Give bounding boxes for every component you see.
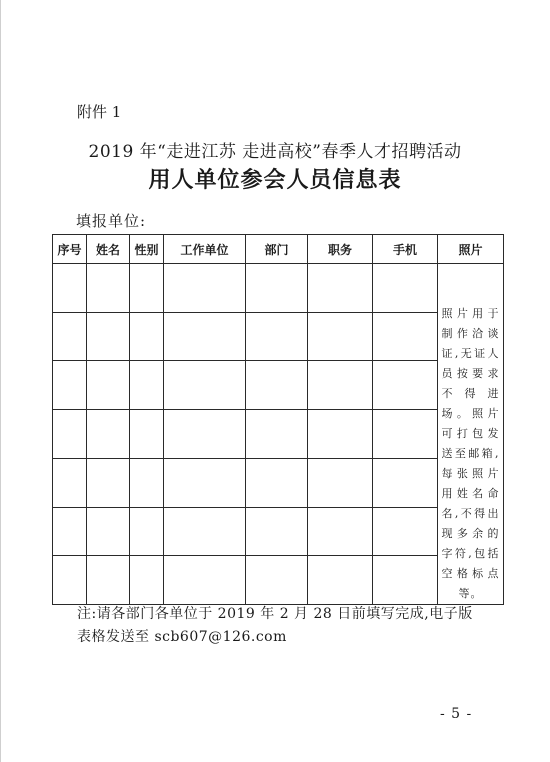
table-cell[interactable] xyxy=(246,312,308,361)
header-name: 姓名 xyxy=(87,235,130,264)
table-cell[interactable] xyxy=(246,507,308,556)
table-cell[interactable] xyxy=(308,458,373,507)
table-cell[interactable] xyxy=(373,312,438,361)
photo-cell xyxy=(438,264,504,605)
header-photo: 照片 xyxy=(438,235,504,264)
table-cell[interactable] xyxy=(308,361,373,410)
table-cell[interactable] xyxy=(87,361,130,410)
table-cell[interactable] xyxy=(164,458,246,507)
header-position: 职务 xyxy=(308,235,373,264)
table-cell[interactable] xyxy=(164,361,246,410)
title-line-2: 用人单位参会人员信息表 xyxy=(148,167,402,193)
table-cell[interactable] xyxy=(87,507,130,556)
table-row xyxy=(53,264,504,313)
table-cell[interactable] xyxy=(373,458,438,507)
table-cell[interactable] xyxy=(246,410,308,459)
table-cell[interactable] xyxy=(164,264,246,313)
table-cell[interactable] xyxy=(87,312,130,361)
table-cell[interactable] xyxy=(164,556,246,605)
table-cell[interactable] xyxy=(164,312,246,361)
table-cell[interactable] xyxy=(308,410,373,459)
table-cell[interactable] xyxy=(130,361,164,410)
table-cell[interactable] xyxy=(53,361,87,410)
table-cell[interactable] xyxy=(246,458,308,507)
table-cell[interactable] xyxy=(308,264,373,313)
header-index: 序号 xyxy=(53,235,87,264)
table-cell[interactable] xyxy=(308,507,373,556)
table-cell[interactable] xyxy=(87,458,130,507)
table-cell[interactable] xyxy=(130,410,164,459)
info-table xyxy=(52,234,504,605)
header-department: 部门 xyxy=(246,235,308,264)
table-cell[interactable] xyxy=(130,312,164,361)
page-number: - 5 - xyxy=(440,706,473,722)
table-row xyxy=(53,312,504,361)
table-cell[interactable] xyxy=(246,556,308,605)
table-cell[interactable] xyxy=(53,312,87,361)
header-gender: 性别 xyxy=(130,235,164,264)
fill-unit-label: 填报单位: xyxy=(76,212,147,230)
table-cell[interactable] xyxy=(53,410,87,459)
table-cell[interactable] xyxy=(308,312,373,361)
table-row xyxy=(53,361,504,410)
table-header-row xyxy=(53,235,504,264)
table-cell[interactable] xyxy=(53,507,87,556)
table-cell[interactable] xyxy=(373,507,438,556)
table-cell[interactable] xyxy=(308,556,373,605)
table-cell[interactable] xyxy=(130,458,164,507)
table-cell[interactable] xyxy=(53,556,87,605)
attachment-label: 附件 1 xyxy=(77,103,122,121)
table-cell[interactable] xyxy=(87,264,130,313)
header-employer: 工作单位 xyxy=(164,235,246,264)
photo-note: 照片用于制作洽谈证,无证人员按要求不得进场。照片可打包发送至邮箱,每张照片用姓名命名,不得出现多余的字符,包括空格标点等。 xyxy=(441,307,500,600)
table-cell[interactable] xyxy=(130,556,164,605)
table-cell[interactable] xyxy=(246,361,308,410)
footnote: 注:请各部门各单位于 2019 年 2 月 28 日前填写完成,电子版表格发送至 scb607@126.com xyxy=(77,606,473,645)
table-cell[interactable] xyxy=(164,410,246,459)
table-cell[interactable] xyxy=(87,410,130,459)
table-cell[interactable] xyxy=(53,458,87,507)
header-phone: 手机 xyxy=(373,235,438,264)
table-row xyxy=(53,458,504,507)
table-cell[interactable] xyxy=(373,361,438,410)
table-cell[interactable] xyxy=(373,410,438,459)
table-row xyxy=(53,556,504,605)
table-row xyxy=(53,410,504,459)
table-row xyxy=(53,507,504,556)
table-cell[interactable] xyxy=(246,264,308,313)
table-cell[interactable] xyxy=(53,264,87,313)
table-cell[interactable] xyxy=(130,264,164,313)
table-cell[interactable] xyxy=(130,507,164,556)
table-cell[interactable] xyxy=(164,507,246,556)
table-cell[interactable] xyxy=(87,556,130,605)
title-line-1: 2019 年“走进江苏 走进高校”春季人才招聘活动 xyxy=(88,142,462,162)
table-cell[interactable] xyxy=(373,556,438,605)
table-cell[interactable] xyxy=(373,264,438,313)
